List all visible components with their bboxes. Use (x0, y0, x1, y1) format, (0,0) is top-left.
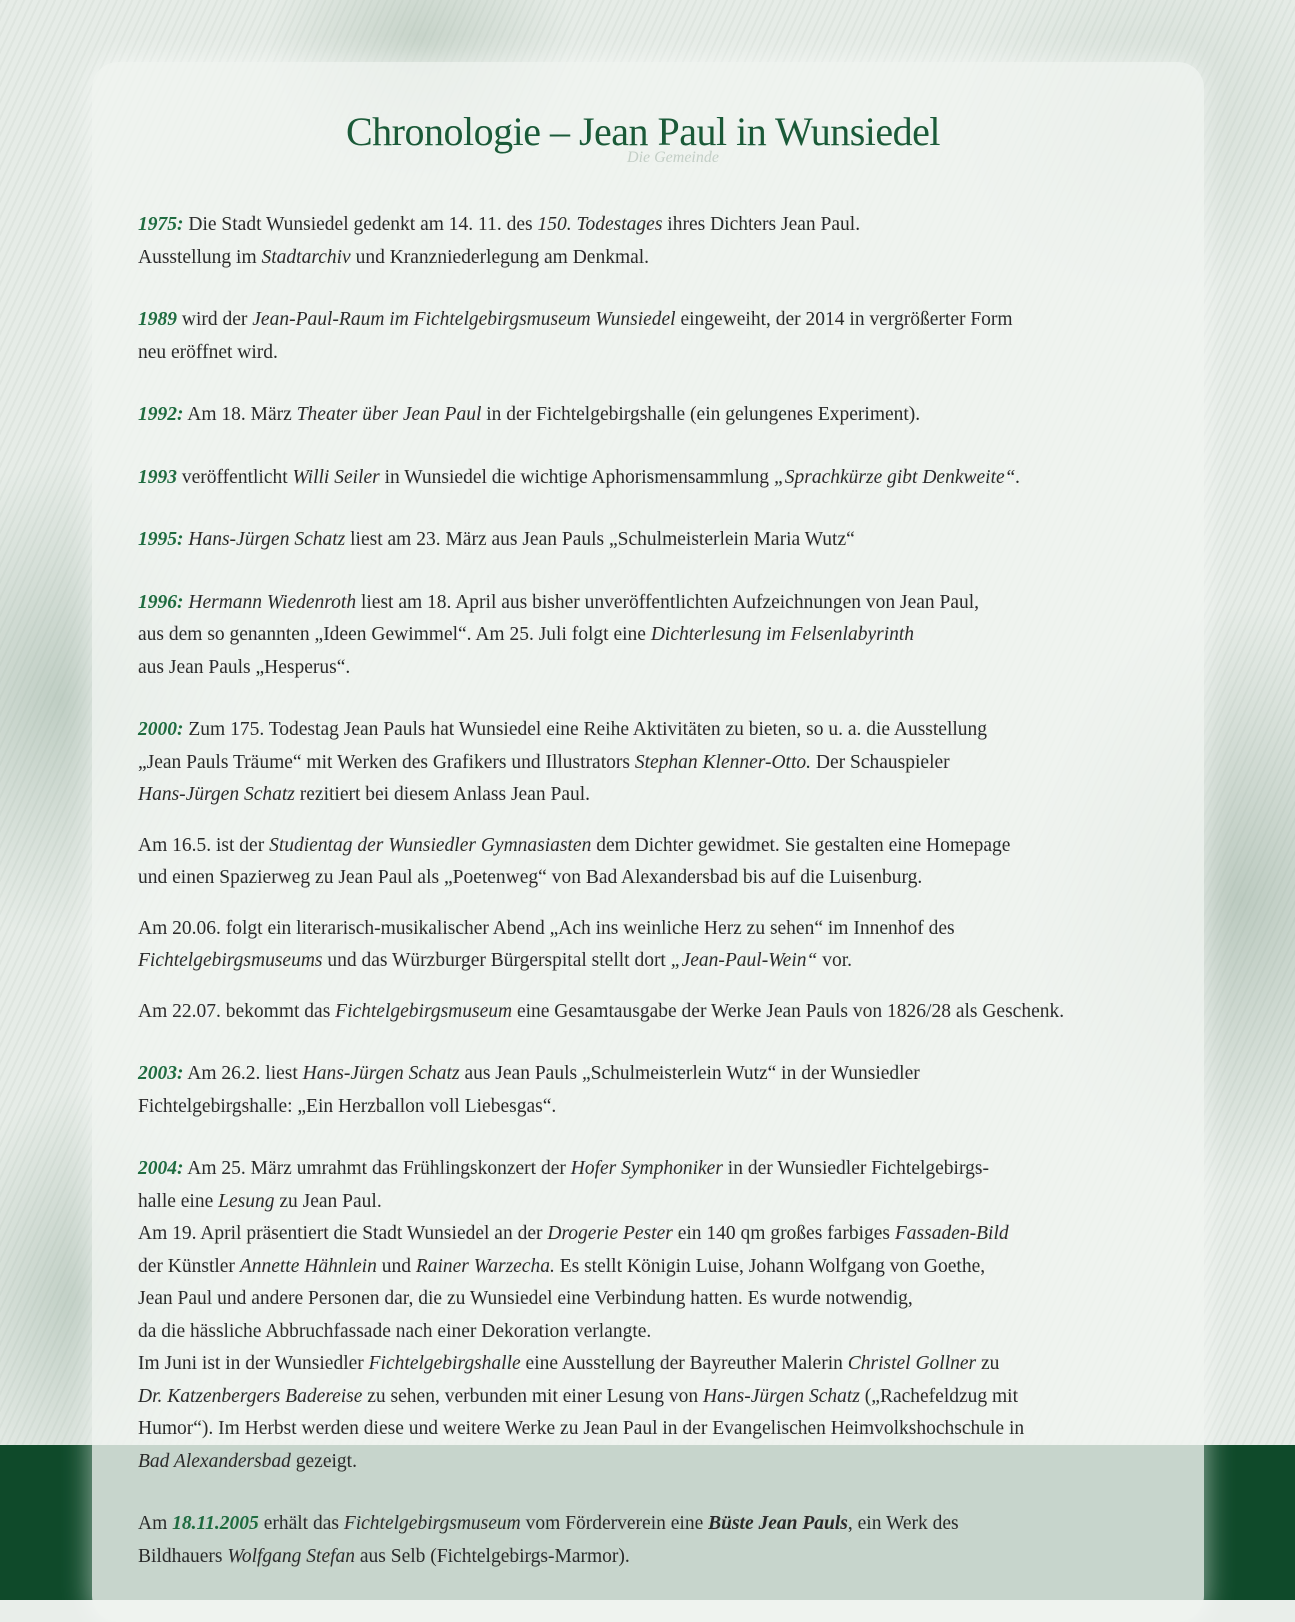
entry-line: Bad Alexandersbad gezeigt. (138, 1450, 357, 1472)
italic-name: Hans-Jürgen Schatz (703, 1385, 860, 1407)
document-content (138, 108, 1148, 1603)
italic-name: Fichtelgebirgsmuseum (343, 1513, 521, 1534)
chronology-entry (138, 1508, 1148, 1573)
entry-line: Im Juni ist in der Wunsiedler Fichtelgebirgshalle eine Ausstellung der Bayreuther Malerin Christel Gollner zu (138, 1353, 1000, 1374)
entry-line: 1992: Am 18. März Theater über Jean Paul in der Fichtelgebirgshalle (ein gelungenes Experiment). (138, 404, 921, 425)
entry-line: Humor“). Im Herbst werden diese und weitere Werke zu Jean Paul in der Evangelischen Heimvolkshochschule in (138, 1418, 1025, 1439)
entry-year: 1975: (138, 214, 184, 235)
entry-line: 1995: Hans-Jürgen Schatz liest am 23. März aus Jean Pauls „Schulmeisterlein Maria Wutz“ (138, 529, 855, 550)
italic-name: „Jean-Paul-Wein“ (670, 950, 818, 971)
highlighted-item: Büste Jean Pauls (708, 1513, 848, 1534)
entry-line: 1975: Die Stadt Wunsiedel gedenkt am 14. 11. des 150. Todestages ihres Dichters Jean Paul. (138, 214, 861, 235)
entry-line: Fichtelgebirgshalle: „Ein Herzballon voll Liebesgas“. (138, 1095, 557, 1117)
italic-name: Theater über Jean Paul (296, 404, 482, 425)
chronology-list (138, 209, 1148, 1573)
italic-name: Dr. Katzenbergers Badereise (138, 1385, 363, 1407)
chronology-entry (138, 996, 1148, 1029)
entry-line: 2000: Zum 175. Todestag Jean Pauls hat Wunsiedel eine Reihe Aktivitäten zu bieten, so u. a. die Ausstellung (138, 719, 988, 740)
italic-name: Annette Hähnlein (239, 1255, 377, 1277)
entry-year: 1996: (138, 591, 184, 613)
chronology-entry (138, 1153, 1148, 1478)
italic-name: Fichtelgebirgsmuseum (335, 1000, 513, 1022)
entry-line: 1996: Hermann Wiedenroth liest am 18. April aus bisher unveröffentlichten Aufzeichnungen von Jean Paul, (138, 591, 980, 613)
italic-name: Hofer Symphoniker (570, 1158, 723, 1179)
italic-name: Stephan Klenner-Otto. (634, 751, 812, 773)
entry-year: 2004: (138, 1158, 184, 1179)
entry-year: 1992: (138, 404, 184, 425)
italic-name: 150. Todestages (537, 214, 663, 235)
chronology-entry (138, 830, 1148, 895)
page-title: Chronologie – Jean Paul in Wunsiedel (345, 109, 940, 154)
italic-name: Hans-Jürgen Schatz (138, 784, 295, 805)
entry-line: neu eröffnet wird. (138, 341, 278, 363)
chronology-entry (138, 304, 1148, 369)
entry-line: Bildhauers Wolfgang Stefan aus Selb (Fichtelgebirgs-Marmor). (138, 1545, 630, 1567)
entry-line: 2003: Am 26.2. liest Hans-Jürgen Schatz aus Jean Pauls „Schulmeisterlein Wutz“ in der Wunsiedler (138, 1063, 920, 1084)
entry-year: 2000: (138, 719, 184, 740)
entry-line: Jean Paul und andere Personen dar, die zu Wunsiedel eine Verbindung hatten. Es wurde notwendig, (138, 1288, 913, 1309)
italic-name: Stadtarchiv (261, 246, 351, 268)
italic-name: Fichtelgebirgsmuseums (138, 950, 323, 971)
entry-line: Am 16.5. ist der Studientag der Wunsiedler Gymnasiasten dem Dichter gewidmet. Sie gestalten eine Homepage (138, 834, 1011, 856)
entry-line: Am 20.06. folgt ein literarisch-musikalischer Abend „Ach ins weinliche Herz zu sehen“ im Innenhof des (138, 917, 955, 939)
chronology-entry (138, 913, 1148, 978)
italic-name: Lesung (218, 1190, 275, 1212)
entry-line: Am 19. April präsentiert die Stadt Wunsiedel an der Drogerie Pester ein 140 qm großes farbiges Fassaden-Bild (138, 1223, 1009, 1244)
italic-name: Wolfgang Stefan (227, 1545, 356, 1567)
chronology-entry (138, 462, 1148, 495)
entry-line: 1993 veröffentlicht Willi Seiler in Wunsiedel die wichtige Aphorismensammlung „Sprachkürze gibt Denkweite“. (138, 466, 1021, 488)
entry-line: aus dem so genannten „Ideen Gewimmel“. Am 25. Juli folgt eine Dichterlesung im Felsenlabyrinth (138, 624, 915, 645)
chronology-entry (138, 209, 1148, 274)
italic-name: Rainer Warzecha. (415, 1255, 555, 1277)
italic-name: Dichterlesung im Felsenlabyrinth (650, 624, 915, 645)
entry-year: 1995: (138, 529, 184, 550)
title-faint-subtext: Die Gemeinde (627, 149, 719, 166)
entry-line: 2004: Am 25. März umrahmt das Frühlingskonzert der Hofer Symphoniker in der Wunsiedler Fichtelgebirgs- (138, 1158, 989, 1179)
chronology-entry (138, 524, 1148, 557)
chronology-entry (138, 1058, 1148, 1123)
entry-line: Am 22.07. bekommt das Fichtelgebirgsmuseum eine Gesamtausgabe der Werke Jean Pauls von 1826/28 als Geschenk. (138, 1000, 1065, 1022)
entry-line: da die hässliche Abbruchfassade nach einer Dekoration verlangte. (138, 1320, 652, 1342)
entry-line: und einen Spazierweg zu Jean Paul als „Poetenweg“ von Bad Alexandersbad bis auf die Luisenburg. (138, 867, 923, 888)
entry-line: 1989 wird der Jean-Paul-Raum im Fichtelgebirgsmuseum Wunsiedel eingeweiht, der 2014 in vergrößerter Form (138, 309, 1013, 330)
entry-year: 1993 (138, 466, 177, 488)
italic-name: Jean-Paul-Raum im Fichtelgebirgsmuseum Wunsiedel (252, 309, 676, 330)
entry-line: Ausstellung im Stadtarchiv und Kranzniederlegung am Denkmal. (138, 246, 650, 268)
italic-name: „Sprachkürze gibt Denkweite“. (773, 466, 1021, 488)
chronology-entry (138, 399, 1148, 432)
italic-name: Bad Alexandersbad (138, 1450, 291, 1472)
entry-date: 18.11.2005 (172, 1513, 259, 1534)
italic-name: Christel Gollner (847, 1353, 977, 1374)
entry-line: „Jean Pauls Träume“ mit Werken des Grafikers und Illustrators Stephan Klenner-Otto. Der Schauspieler (138, 751, 950, 773)
italic-name: Hans-Jürgen Schatz (188, 529, 346, 550)
entry-year: 1989 (138, 309, 177, 330)
chronology-entry (138, 587, 1148, 685)
italic-name: Hans-Jürgen Schatz (302, 1063, 460, 1084)
italic-name: Willi Seiler (292, 466, 380, 488)
entry-year: 2003: (138, 1063, 184, 1084)
entry-line: aus Jean Pauls „Hesperus“. (138, 656, 351, 678)
entry-line: der Künstler Annette Hähnlein und Rainer Warzecha. Es stellt Königin Luise, Johann Wolfgang von Goethe, (138, 1255, 986, 1277)
italic-name: Drogerie Pester (547, 1223, 673, 1244)
italic-name: Studientag der Wunsiedler Gymnasiasten (269, 834, 592, 856)
chronology-entry (138, 714, 1148, 812)
italic-name: Fichtelgebirgshalle (368, 1353, 521, 1374)
entry-line: Am 18.11.2005 erhält das Fichtelgebirgsmuseum vom Förderverein eine Büste Jean Pauls, ein Werk des (138, 1513, 959, 1534)
entry-line: Hans-Jürgen Schatz rezitiert bei diesem Anlass Jean Paul. (138, 784, 591, 805)
italic-name: Fassaden-Bild (894, 1223, 1009, 1244)
entry-line: Fichtelgebirgsmuseums und das Würzburger Bürgerspital stellt dort „Jean-Paul-Wein“ vor. (138, 950, 852, 971)
italic-name: Hermann Wiedenroth (188, 591, 357, 613)
entry-line: halle eine Lesung zu Jean Paul. (138, 1190, 382, 1212)
entry-line: Dr. Katzenbergers Badereise zu sehen, verbunden mit einer Lesung von Hans-Jürgen Schatz („Rachefeldzug mit (138, 1385, 1019, 1407)
